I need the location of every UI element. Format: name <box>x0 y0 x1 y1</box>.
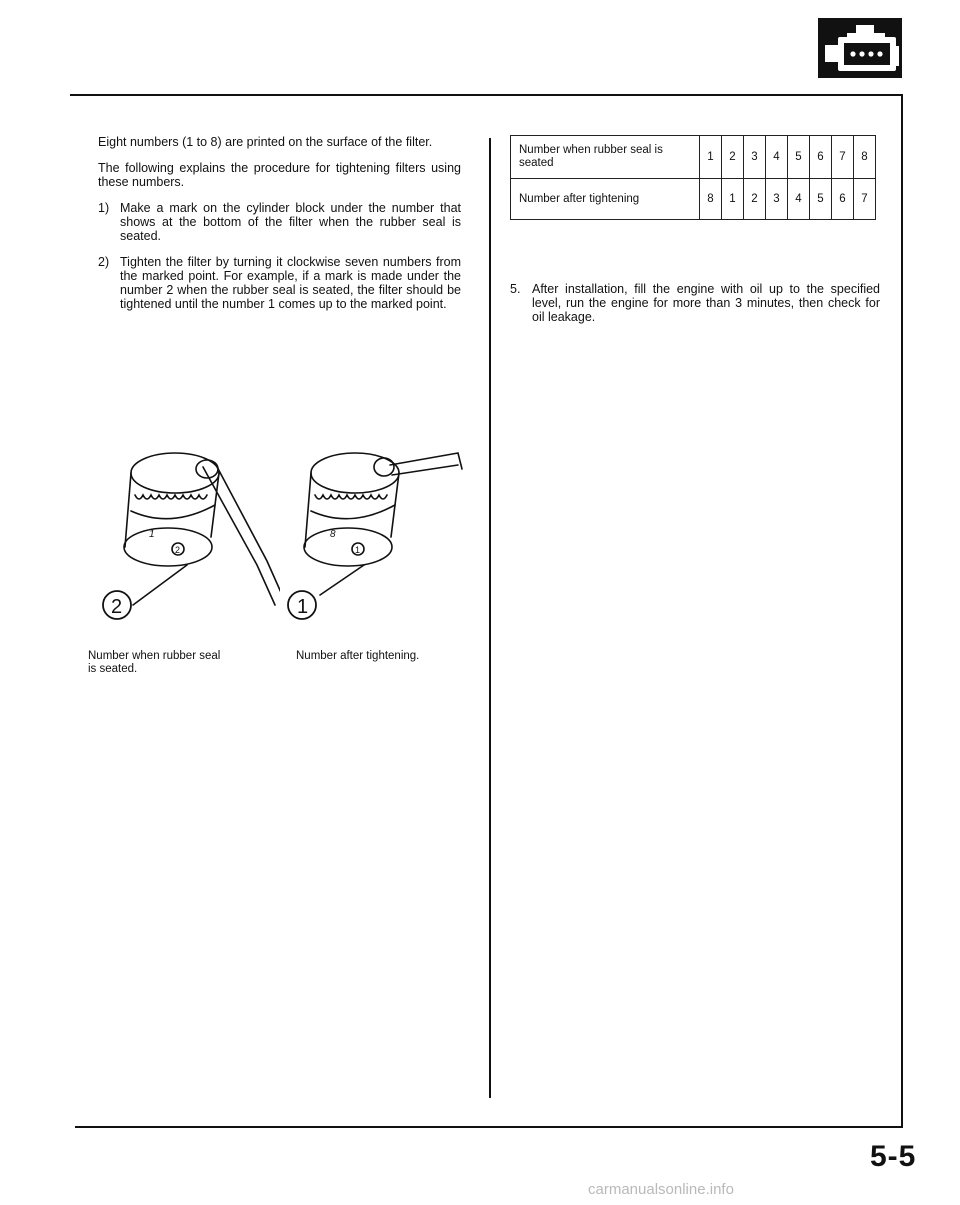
intro-paragraph-2: The following explains the procedure for tightening filters using these numbers. <box>98 161 461 189</box>
page-number: 5-5 <box>870 1140 917 1173</box>
engine-section-icon <box>818 18 902 78</box>
watermark: carmanualsonline.info <box>588 1181 734 1198</box>
oil-filter-illustration-left <box>95 425 280 635</box>
table-cell: 7 <box>832 136 854 179</box>
table-cell: 7 <box>854 179 876 220</box>
table-cell: 8 <box>854 136 876 179</box>
svg-text:1: 1 <box>149 529 155 540</box>
row-label: Number when rubber seal is seated <box>511 136 700 179</box>
table-cell: 4 <box>766 136 788 179</box>
caption-left: Number when rubber seal is seated. <box>88 650 221 675</box>
table-cell: 8 <box>700 179 722 220</box>
svg-text:8: 8 <box>330 529 336 540</box>
table-cell: 5 <box>810 179 832 220</box>
left-column <box>98 135 461 323</box>
table-row <box>511 179 876 220</box>
table-cell: 1 <box>722 179 744 220</box>
callout-right: 1 <box>297 596 309 618</box>
callout-left: 2 <box>111 596 123 618</box>
row-label: Number after tightening <box>511 179 700 220</box>
caption-right: Number after tightening. <box>296 650 420 662</box>
table-cell: 1 <box>700 136 722 179</box>
step-2 <box>98 255 461 311</box>
step-text: After installation, fill the engine with oil up to the specified level, run the engine for more than 3 minutes, then check for oil leakage. <box>532 282 880 324</box>
table-cell: 3 <box>744 136 766 179</box>
table-cell: 2 <box>744 179 766 220</box>
bottom-rule <box>75 1126 903 1128</box>
table-cell: 6 <box>810 136 832 179</box>
table-row <box>511 136 876 179</box>
step-text: Make a mark on the cylinder block under the number that shows at the bottom of the filter when the rubber seal is seated. <box>120 201 461 243</box>
table-cell: 5 <box>788 136 810 179</box>
column-divider <box>489 138 491 1098</box>
table-cell: 3 <box>766 179 788 220</box>
top-rule <box>70 94 903 96</box>
svg-text:1: 1 <box>355 545 361 555</box>
step-1 <box>98 201 461 243</box>
step-text: Tighten the filter by turning it clockwise seven numbers from the marked point. For example, if a mark is made under the number 2 when the rubber seal is seated, the filter should be tightened until the number 1 comes up to the marked point. <box>120 255 461 311</box>
step-number: 2) <box>98 255 110 269</box>
intro-paragraph-1: Eight numbers (1 to 8) are printed on the surface of the filter. <box>98 135 433 149</box>
step-5 <box>510 282 880 336</box>
table-cell: 6 <box>832 179 854 220</box>
right-rule <box>901 94 903 1128</box>
oil-filter-illustration-right <box>280 425 470 635</box>
step-number: 1) <box>98 201 110 215</box>
tightening-sequence-table <box>510 135 876 220</box>
table-cell: 2 <box>722 136 744 179</box>
svg-text:2: 2 <box>175 545 181 555</box>
step-number: 5. <box>510 282 521 296</box>
table-cell: 4 <box>788 179 810 220</box>
